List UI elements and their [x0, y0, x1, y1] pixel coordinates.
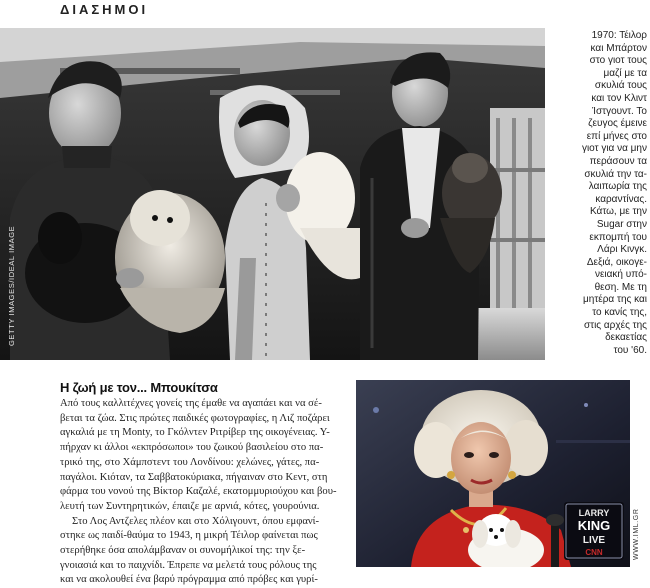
caption-line: ζευγος έμεινε — [588, 118, 647, 130]
logo-sub: CNN — [585, 548, 603, 557]
article-line: παγάλοι. Κιόταν, τα Σαββατοκύριακα, πήγαιναν στο Κεντ, στη — [60, 471, 328, 483]
caption-line: σκυλιά την τα- — [584, 168, 647, 180]
caption-line: του '60. — [613, 344, 647, 356]
caption-line: Κάτω, με την — [589, 206, 647, 218]
caption-line: γιοτ για να μην — [581, 143, 647, 155]
photo-caption — [552, 30, 647, 357]
article-headline: Η ζωή με τον... Μπουκίτσα — [60, 380, 218, 395]
caption-line: Sugar στην — [596, 218, 647, 230]
caption-line: το κανίς της, — [592, 307, 647, 319]
caption-line: Ίστγουντ. Το — [592, 105, 647, 117]
article-line: γνοιασιά και το παιχνίδι. Έπρεπε να μελετά τους ρόλους της — [60, 559, 317, 571]
caption-line: μαζί με τα — [603, 67, 647, 79]
article-line: Στο Λος Αντζελες πλέον και στο Χόλιγουντ, όπου εμφανί- — [72, 515, 320, 527]
top-photo — [0, 28, 545, 360]
article-line: πήρχαν κι άλλοι «εκπρόσωποι» του ζωικού βασιλείου στο πα- — [60, 442, 324, 454]
caption-line: Λάρι Κινγκ. — [597, 244, 647, 256]
article-line: στερήθηκε όσα απολάμβαναν οι συνομήλικοί της: την ξε- — [60, 545, 306, 557]
article-line: βεται τα ζώα. Στις πρώτες παιδικές φωτογραφίες, η Λιζ ποζάρει — [60, 412, 330, 424]
caption-line: θεση. Με τη — [594, 281, 647, 293]
top-photo-credit: GETTY IMAGES/IDEAL IMAGE — [7, 225, 16, 346]
article-body — [60, 397, 346, 588]
bottom-photo — [356, 380, 630, 567]
caption-line: καραντίνας. — [595, 193, 647, 205]
caption-line: 1970: Τέιλορ — [591, 30, 647, 41]
logo-line: KING — [577, 518, 611, 533]
article-line: στηκε ως παιδί-θαύμα το 1943, η μικρή Τέιλορ φαίνεται πως — [60, 530, 318, 542]
caption-line: δεκαετίας — [605, 332, 647, 344]
section-label: ΔΙΑΣΗΜΟΙ — [60, 2, 149, 17]
caption-line: και Μπάρτον — [590, 42, 647, 54]
logo-line: LIVE — [582, 535, 606, 546]
caption-line: σκυλιά τους — [594, 80, 647, 92]
caption-line: μητέρα της και — [583, 294, 647, 306]
caption-line: νειακή υπό- — [594, 269, 647, 281]
caption-line: και τον Κλιντ — [591, 92, 647, 104]
article-line: φάρμα του νονού της Βίκτορ Καζαλέ, εκατομμυριούχου και βου- — [60, 486, 337, 498]
caption-line: λαιπωρία της — [588, 181, 647, 193]
caption-line: Δεξιά, οικογε- — [586, 256, 647, 268]
caption-line: στο γιοτ τους — [589, 55, 647, 67]
article-line: λευτή των Συντηρητικών, έπαιζε με αρνιά, κότες, γουρούνια. — [60, 500, 320, 512]
article-line: Από τους καλλιτέχνες γονείς της έμαθε να αγαπάει και να σέ- — [60, 398, 322, 409]
caption-line: επί μήνες στο — [586, 130, 647, 142]
caption-line: στις αρχές της — [583, 319, 647, 331]
larry-king-live-logo — [564, 502, 624, 560]
caption-line: εκπομπή του — [589, 231, 647, 243]
top-photo-illustration — [0, 28, 545, 360]
bottom-photo-credit: WWW.IML.GR — [633, 508, 640, 560]
article-line: τρικό της, στο Χάμπστεντ του Λονδίνου: χελώνες, γάτες, πα- — [60, 456, 320, 468]
logo-line: LARRY — [578, 508, 610, 518]
caption-line: περάσουν τα — [589, 155, 647, 167]
article-line: αγκαλιά με τη Monty, το Γκόλντεν Ριτρίβερ της οικογένειας. Υ- — [60, 427, 330, 439]
bottom-photo-illustration — [356, 380, 630, 567]
article-line: και να ακολουθεί ένα βαρύ πρόγραμμα από πρόβες και γυρί- — [60, 574, 318, 586]
